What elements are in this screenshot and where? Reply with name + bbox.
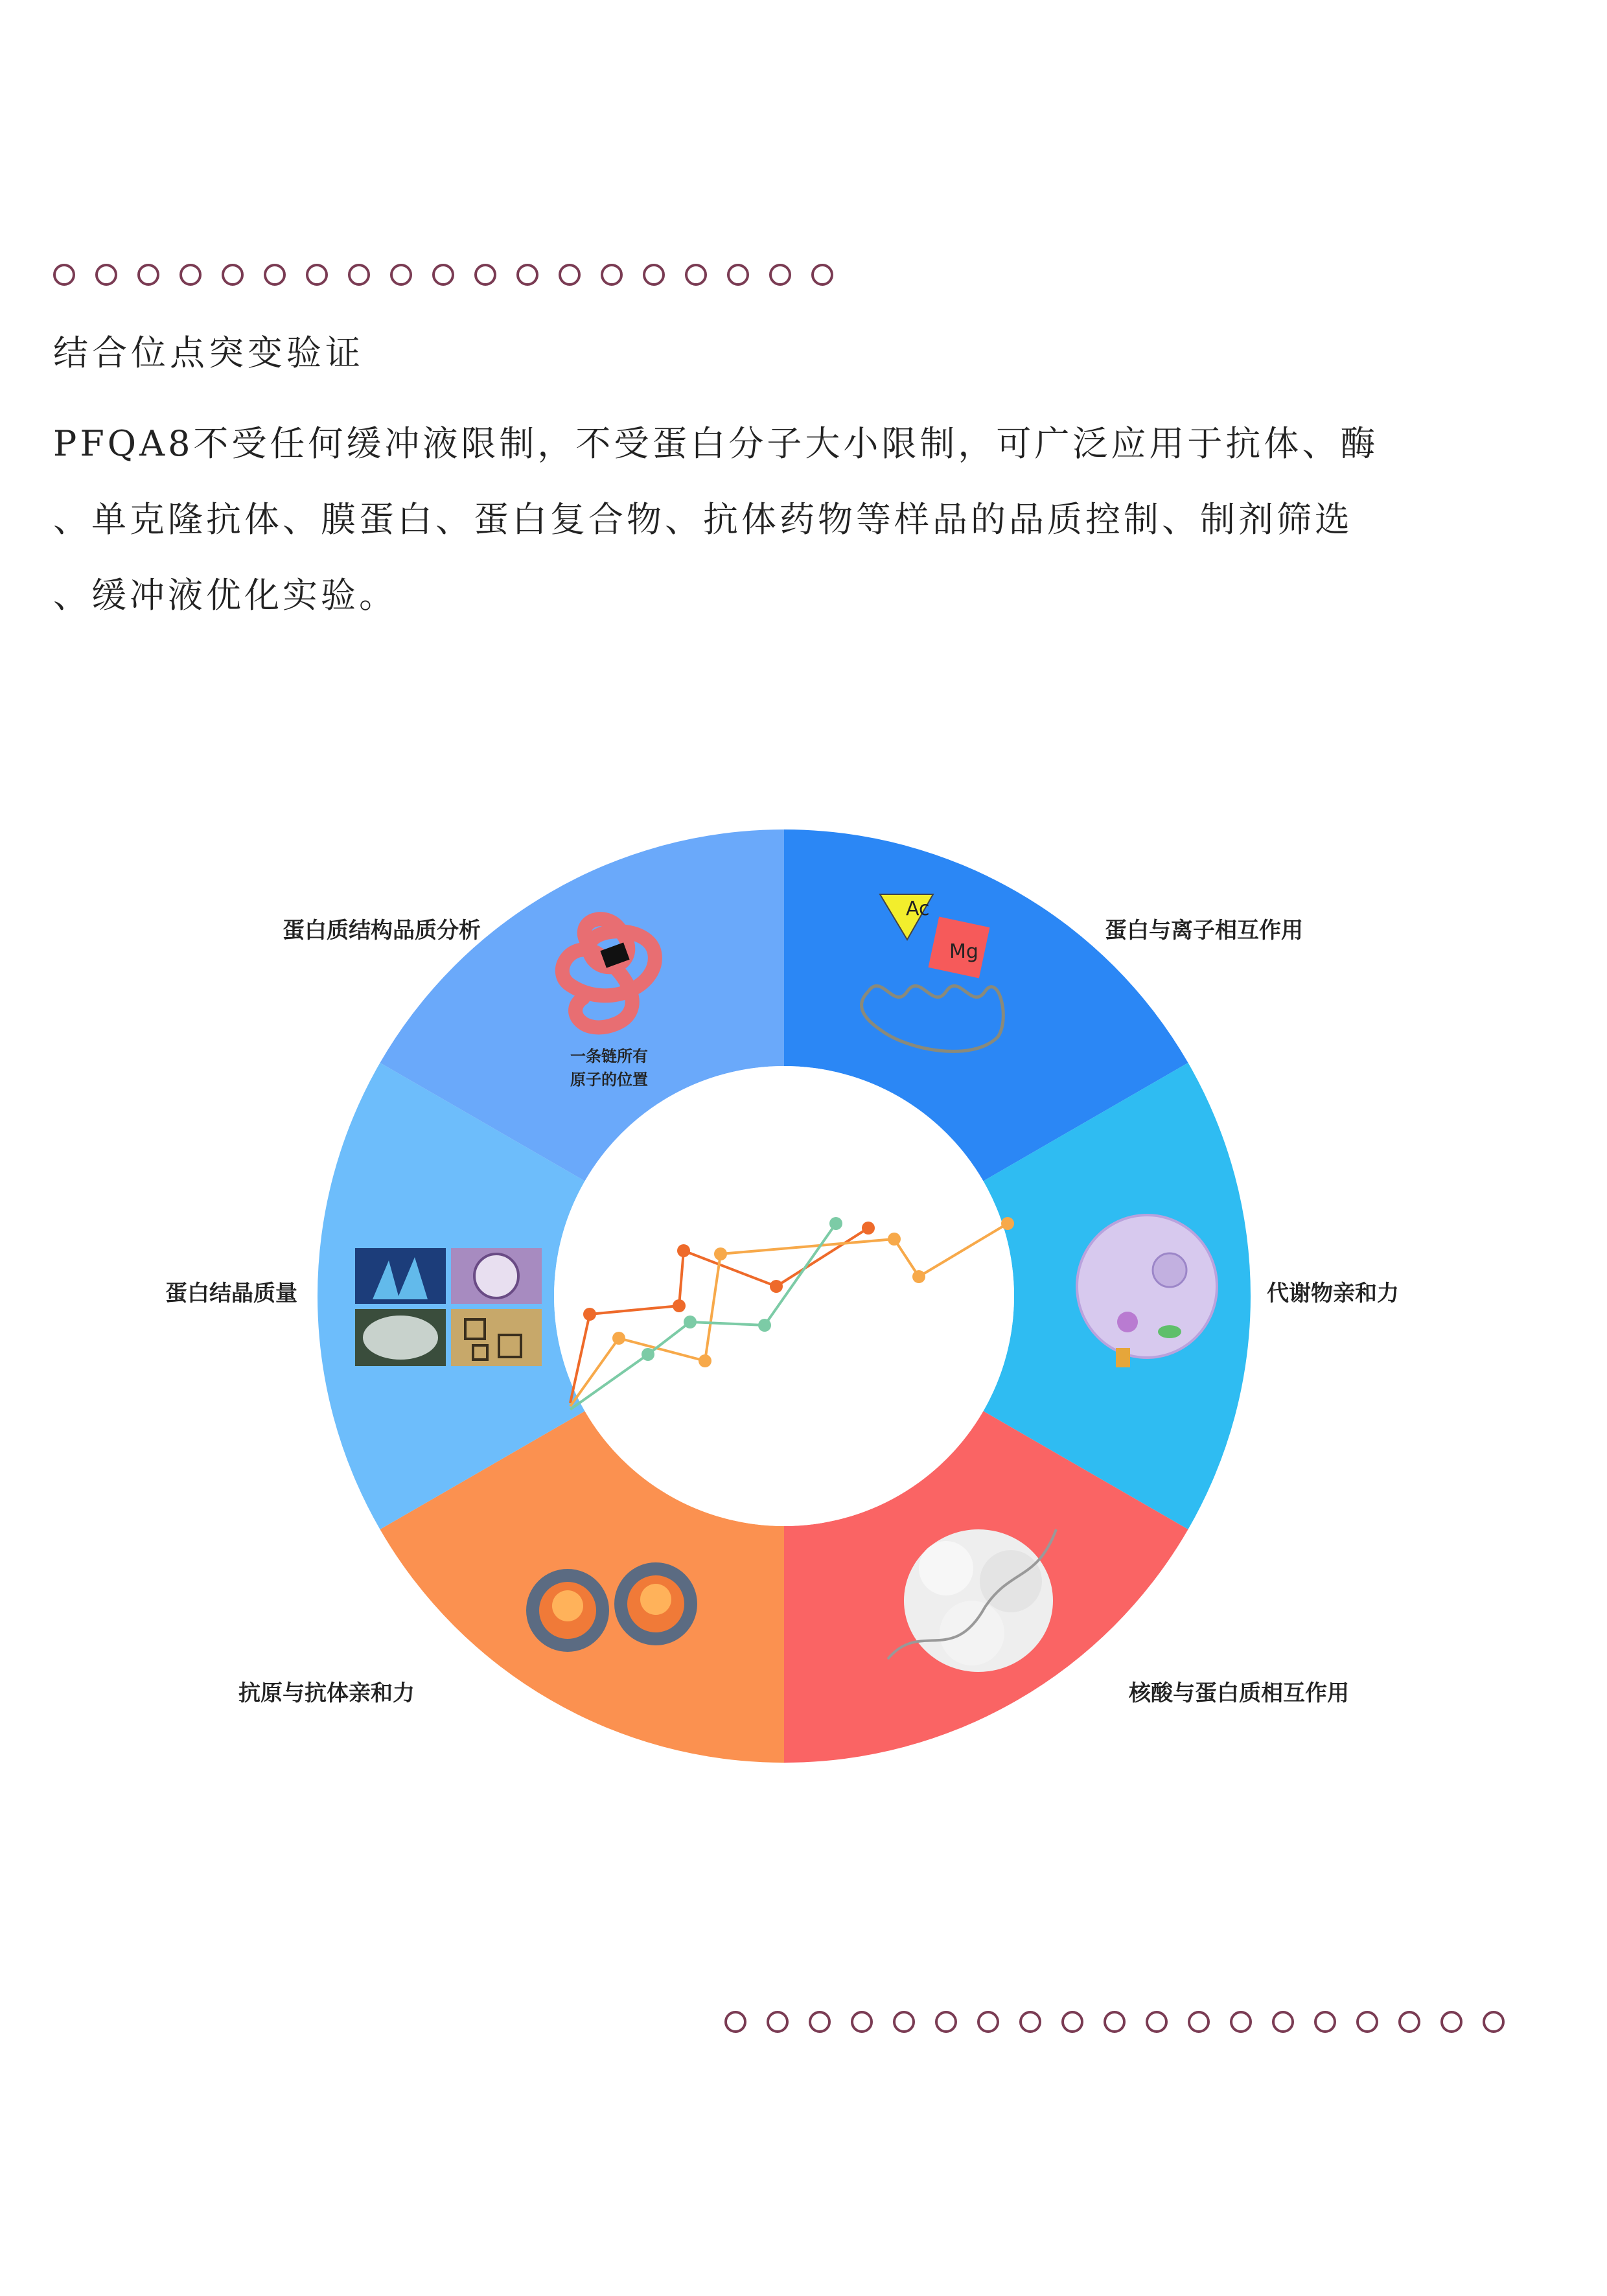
trend-point [862, 1222, 875, 1235]
ring-dot [1314, 2011, 1336, 2033]
caption-line: 原子的位置 [570, 1071, 648, 1089]
paragraph-line: PFQA8不受任何缓冲液限制，不受蛋白分子大小限制，可广泛应用于抗体、酶 [53, 423, 1379, 464]
segment-label-ion: 蛋白与离子相互作用 [1105, 918, 1303, 944]
trend-point [642, 1348, 654, 1361]
trend-point [829, 1217, 842, 1230]
ring-dot [1061, 2011, 1083, 2033]
trend-point [699, 1354, 711, 1367]
section-title: 结合位点突变验证 [53, 332, 364, 373]
trend-point [1001, 1217, 1014, 1230]
paragraph-line: 、单克隆抗体、膜蛋白、蛋白复合物、抗体药物等样品的品质控制、制剂筛选 [53, 499, 1353, 540]
segment-label-structure: 蛋白质结构品质分析 [283, 918, 481, 944]
ring-dot [935, 2011, 957, 2033]
ring-dot [809, 2011, 831, 2033]
ring-dot [1104, 2011, 1126, 2033]
ring-dot [1272, 2011, 1294, 2033]
ring-dot [851, 2011, 873, 2033]
trend-point [612, 1332, 625, 1345]
ring-dot [893, 2011, 915, 2033]
paragraph-line: 、缓冲液优化实验。 [53, 575, 397, 616]
segment-label-crystal: 蛋白结晶质量 [165, 1281, 297, 1306]
ring-dot [1483, 2011, 1505, 2033]
ring-dot [977, 2011, 999, 2033]
ring-dot [1356, 2011, 1378, 2033]
ring-dot [1146, 2011, 1168, 2033]
caption-line: 一条链所有 [570, 1047, 648, 1065]
trend-point [677, 1244, 690, 1257]
segment-label-nucleic: 核酸与蛋白质相互作用 [1129, 1680, 1349, 1706]
ring-dot [724, 2011, 746, 2033]
decorative-dot-row-bottom [724, 2011, 1525, 2033]
segment-label-metabolite: 代谢物亲和力 [1267, 1281, 1399, 1306]
ring-dot [1019, 2011, 1041, 2033]
trend-point [770, 1280, 783, 1293]
trend-point [758, 1319, 771, 1332]
ion-label-mg: Mg [949, 940, 978, 963]
trend-point [583, 1308, 596, 1321]
ion-label-ac: Ac [906, 898, 930, 920]
segment-label-antigen: 抗原与抗体亲和力 [238, 1680, 415, 1706]
ring-dot [1230, 2011, 1252, 2033]
structure-caption [551, 1045, 667, 1091]
ring-dot [1398, 2011, 1420, 2033]
ring-dot [767, 2011, 789, 2033]
trend-point [912, 1270, 925, 1283]
trend-point [888, 1233, 901, 1246]
trend-point [714, 1247, 727, 1260]
ring-dot [1440, 2011, 1462, 2033]
trend-point [684, 1316, 697, 1328]
ring-dot [1188, 2011, 1210, 2033]
trend-point [673, 1299, 686, 1312]
